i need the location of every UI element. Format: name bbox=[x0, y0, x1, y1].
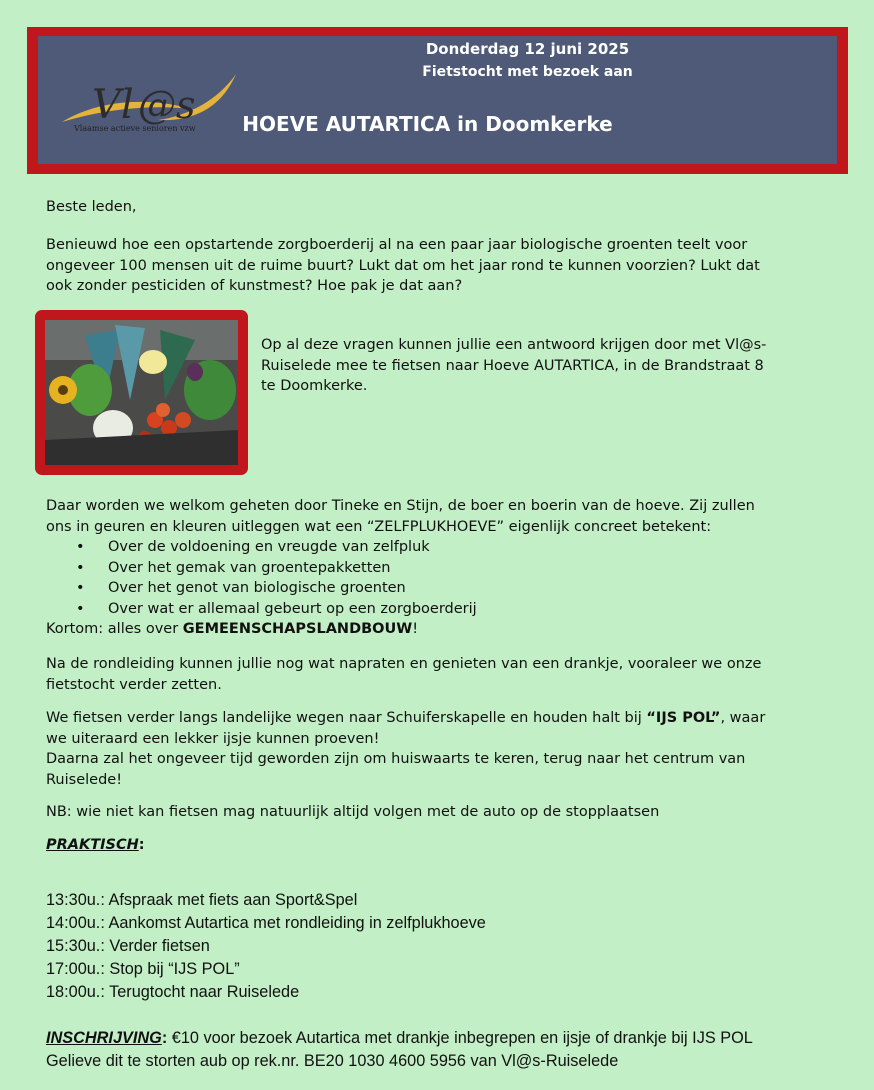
inschrijving-text: €10 voor bezoek Autartica met drankje inbegrepen en ijsje of drankje bij IJS POL bbox=[167, 1029, 753, 1047]
intro-line: te Doomkerke. bbox=[261, 378, 368, 394]
drink-line: fietstocht verder zetten. bbox=[46, 676, 222, 693]
photo-frame bbox=[35, 310, 248, 475]
event-subtitle: Fietstocht met bezoek aan bbox=[422, 64, 633, 80]
question-line: ongeveer 100 mensen uit de ruime buurt? Lukt dat om het jaar rond te kunnen voorzien? Lukt dat bbox=[46, 257, 760, 274]
ride-line: we uiteraard een lekker ijsje kunnen proeven! bbox=[46, 730, 380, 747]
inschrijving-colon: : bbox=[161, 1029, 168, 1047]
inschrijving-label: INSCHRIJVING bbox=[46, 1029, 162, 1047]
vegetable-basket-photo bbox=[45, 320, 238, 465]
question-line: ook zonder pesticiden of kunstmest? Hoe pak je dat aan? bbox=[46, 278, 463, 294]
greeting: Beste leden, bbox=[46, 199, 137, 215]
ride-line: Ruiselede! bbox=[46, 771, 123, 788]
event-date: Donderdag 12 juni 2025 bbox=[425, 40, 630, 58]
svg-text:Vl: Vl bbox=[92, 82, 134, 128]
nb-note: NB: wie niet kan fietsen mag natuurlijk altijd volgen met de auto op de stopplaatsen bbox=[46, 804, 660, 820]
intro-line: Ruiselede mee te fietsen naar Hoeve AUTARTICA, in de Brandstraat 8 bbox=[261, 357, 764, 374]
list-item: • Over het genot van biologische groenten bbox=[46, 578, 856, 599]
list-item: • Over het gemak van groentepakketten bbox=[46, 558, 856, 579]
ride-line-suffix: , waar bbox=[720, 710, 766, 726]
inschrijving-block bbox=[46, 1027, 856, 1073]
welcome-paragraph bbox=[46, 496, 856, 640]
kortom-suffix: ! bbox=[412, 621, 419, 637]
drink-paragraph bbox=[46, 654, 856, 695]
ijs-pol-bold: “IJS POL” bbox=[646, 710, 721, 726]
question-paragraph bbox=[46, 235, 856, 297]
schedule-item: 18:00u.: Terugtocht naar Ruiselede bbox=[46, 983, 300, 1001]
ride-paragraph bbox=[46, 708, 856, 790]
welcome-line: Daar worden we welkom geheten door Tineke en Stijn, de boer en boerin van de hoeve. Zij zullen bbox=[46, 498, 755, 514]
praktisch-label: PRAKTISCH bbox=[46, 837, 139, 853]
inschrijving-line bbox=[46, 1027, 856, 1050]
intro-paragraph bbox=[261, 335, 821, 397]
schedule-item: 14:00u.: Aankomst Autartica met rondleiding in zelfplukhoeve bbox=[46, 914, 486, 932]
logo-caption: Vlaamse actieve senioren vzw bbox=[74, 124, 196, 133]
schedule-item: 15:30u.: Verder fietsen bbox=[46, 937, 210, 955]
intro-line: Op al deze vragen kunnen jullie een antwoord krijgen door met Vl@s- bbox=[261, 337, 767, 353]
schedule-item: 13:30u.: Afspraak met fiets aan Sport&Spel bbox=[46, 891, 358, 909]
kortom-line bbox=[46, 619, 856, 640]
svg-text:@s: @s bbox=[138, 83, 196, 127]
ride-line-prefix: We fietsen verder langs landelijke wegen naar Schuiferskapelle en houden halt bij bbox=[46, 710, 647, 726]
list-item: • Over wat er allemaal gebeurt op een zorgboerderij bbox=[46, 599, 856, 620]
ride-line bbox=[46, 708, 856, 729]
event-title: HOEVE AUTARTICA in Doomkerke bbox=[242, 112, 613, 136]
praktisch-heading bbox=[46, 835, 856, 856]
kortom-prefix: Kortom: alles over bbox=[46, 621, 183, 637]
schedule-list bbox=[46, 889, 856, 1004]
drink-line: Na de rondleiding kunnen jullie nog wat napraten en genieten van een drankje, vooraleer we onze bbox=[46, 656, 762, 672]
payment-line: Gelieve dit te storten aub op rek.nr. BE20 1030 4600 5956 van Vl@s-Ruiselede bbox=[46, 1052, 619, 1070]
banner-panel bbox=[38, 36, 837, 164]
schedule-item: 17:00u.: Stop bij “IJS POL” bbox=[46, 960, 240, 978]
kortom-bold: GEMEENSCHAPSLANDBOUW bbox=[182, 621, 413, 637]
praktisch-colon: : bbox=[138, 837, 145, 853]
question-line: Benieuwd hoe een opstartende zorgboerderij al na een paar jaar biologische groenten teelt voor bbox=[46, 237, 748, 253]
bullet-list bbox=[46, 537, 856, 619]
list-item: • Over de voldoening en vreugde van zelfpluk bbox=[46, 537, 856, 558]
welcome-line: ons in geuren en kleuren uitleggen wat een “ZELFPLUKHOEVE” eigenlijk concreet betekent: bbox=[46, 518, 712, 535]
ride-line: Daarna zal het ongeveer tijd geworden zijn om huiswaarts te keren, terug naar het centrum van bbox=[46, 751, 746, 767]
header-banner bbox=[27, 27, 848, 174]
